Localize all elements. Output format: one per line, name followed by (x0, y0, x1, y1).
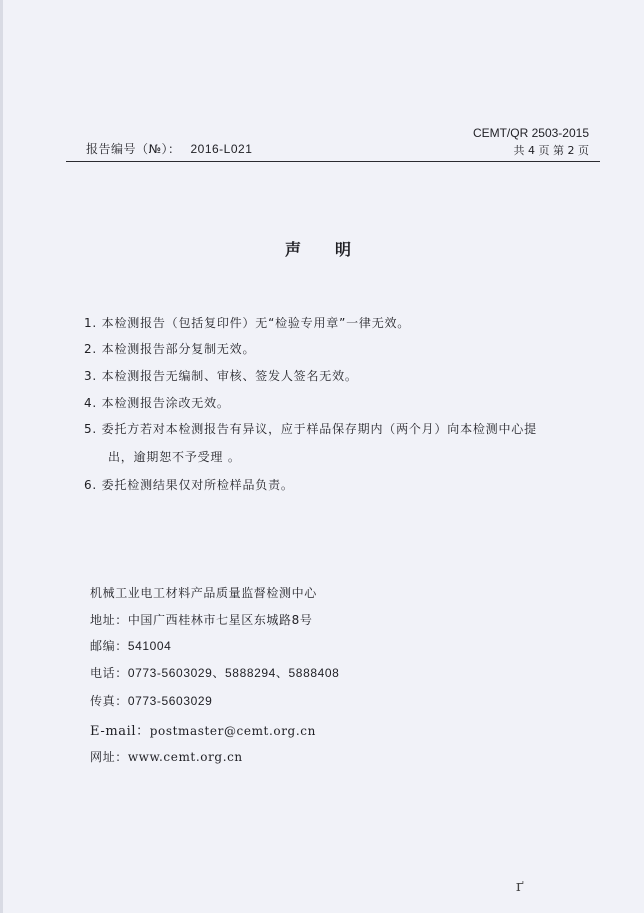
statement-item: 2. 本检测报告部分复制无效。 (84, 342, 256, 356)
website-value: www.cemt.org.cn (127, 750, 243, 764)
report-number-value: 2016-L021 (190, 142, 253, 156)
fax-line (90, 692, 212, 709)
statement-item-continued: 出，逾期恕不予受理 。 (108, 450, 241, 464)
postcode-label: 邮编： (90, 639, 128, 653)
website-line (90, 748, 243, 765)
report-number-line (86, 140, 252, 157)
report-number-label: 报告编号（№）： (86, 142, 181, 156)
statement-item: 3. 本检测报告无编制、审核、签发人签名无效。 (84, 369, 358, 383)
header-right-block (473, 125, 589, 159)
statement-item: 6. 委托检测结果仅对所检样品负责。 (84, 478, 294, 492)
phone-line (90, 664, 339, 681)
phone-label: 电话： (90, 666, 128, 680)
statement-item: 4. 本检测报告涂改无效。 (84, 396, 230, 410)
fax-label: 传真： (90, 694, 128, 708)
scan-mark: ґ (516, 877, 524, 895)
website-label: 网址： (90, 750, 128, 764)
postcode-line (90, 637, 171, 654)
postcode-value: 541004 (127, 639, 172, 653)
statement-item: 5. 委托方若对本检测报告有异议，应于样品保存期内（两个月）向本检测中心提 (84, 422, 537, 436)
page-info: 共 4 页 第 2 页 (513, 144, 589, 157)
address-label: 地址： (90, 613, 128, 627)
address-line (90, 611, 312, 628)
email-line (90, 720, 316, 739)
email-value: postmaster@cemt.org.cn (149, 724, 316, 738)
statement-item: 1. 本检测报告（包括复印件）无“检验专用章”一律无效。 (84, 316, 411, 330)
header-divider (66, 161, 600, 162)
fax-value: 0773-5603029 (127, 694, 213, 708)
page-edge-shadow (0, 0, 3, 913)
page-title: 声明 (284, 240, 385, 259)
address-value: 中国广西桂林市七星区东城路8号 (127, 613, 313, 627)
organization-name: 机械工业电工材料产品质量监督检测中心 (90, 586, 317, 600)
email-label: E-mail： (90, 724, 150, 739)
form-code: CEMT/QR 2503-2015 (472, 126, 589, 140)
phone-value: 0773-5603029、5888294、5888408 (127, 666, 340, 680)
